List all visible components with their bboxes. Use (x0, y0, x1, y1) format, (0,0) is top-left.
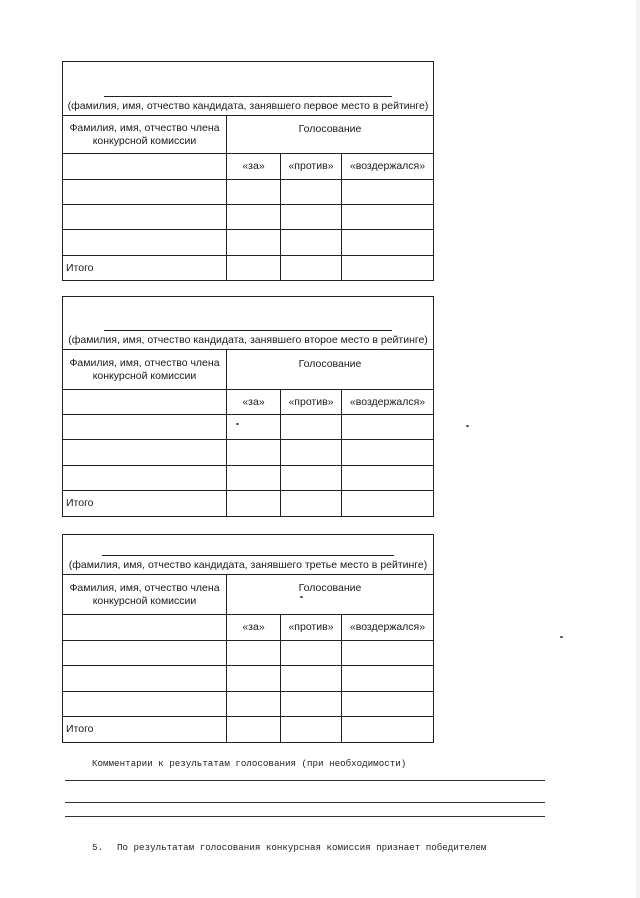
vote-cell[interactable] (281, 230, 342, 256)
col-against: «против» (281, 390, 342, 415)
member-cell[interactable] (63, 692, 227, 717)
total-label: Итого (63, 256, 227, 281)
candidate-name-cell[interactable] (63, 535, 434, 575)
vote-cell[interactable] (227, 180, 281, 205)
col-abstained: «воздержался» (342, 154, 434, 180)
candidate-name-blank (104, 92, 392, 97)
total-cell[interactable] (342, 256, 434, 281)
member-cell[interactable] (63, 154, 227, 180)
total-cell[interactable] (342, 491, 434, 517)
candidate-name-blank (104, 326, 392, 331)
vote-cell[interactable] (342, 466, 434, 491)
item5-text: По результатам голосования конкурсная комиссия признает победителем (117, 842, 487, 853)
member-cell[interactable] (63, 440, 227, 466)
member-cell[interactable] (63, 615, 227, 641)
table-row (63, 466, 434, 491)
table-row (63, 440, 434, 466)
member-cell[interactable] (63, 466, 227, 491)
vote-cell[interactable] (342, 440, 434, 466)
total-row (63, 717, 434, 743)
total-cell[interactable] (342, 717, 434, 743)
col-abstained: «воздержался» (342, 390, 434, 415)
table-row (63, 666, 434, 692)
item5-number: 5. (92, 842, 104, 853)
total-label: Итого (63, 717, 227, 743)
vote-cell[interactable] (342, 666, 434, 692)
member-cell[interactable] (63, 230, 227, 256)
vote-cell[interactable] (227, 415, 281, 440)
member-cell[interactable] (63, 180, 227, 205)
col-against: «против» (281, 615, 342, 641)
vote-cell[interactable] (281, 666, 342, 692)
total-cell[interactable] (281, 491, 342, 517)
vote-cell[interactable] (281, 692, 342, 717)
vote-cell[interactable] (227, 440, 281, 466)
vote-cell[interactable] (227, 666, 281, 692)
total-row (63, 256, 434, 281)
vote-cell[interactable] (281, 440, 342, 466)
candidate-caption: (фамилия, имя, отчество кандидата, занявшего первое место в рейтинге) (67, 100, 429, 112)
col-for: «за» (227, 390, 281, 415)
table-row (63, 230, 434, 256)
page-edge (636, 0, 640, 898)
member-header: Фамилия, имя, отчество члена конкурсной комиссии (63, 116, 227, 154)
vote-cell[interactable] (281, 641, 342, 666)
vote-cell[interactable] (342, 641, 434, 666)
vote-cell[interactable] (227, 692, 281, 717)
total-cell[interactable] (281, 256, 342, 281)
vote-cell[interactable] (227, 641, 281, 666)
vote-cell[interactable] (227, 205, 281, 230)
candidate-name-cell[interactable] (63, 62, 434, 116)
vote-table-third-place (62, 534, 434, 743)
table-row (63, 692, 434, 717)
scan-speck (236, 423, 239, 425)
table-row (63, 180, 434, 205)
candidate-caption: (фамилия, имя, отчество кандидата, занявшего третье место в рейтинге) (68, 559, 428, 571)
candidate-name-cell[interactable] (63, 297, 434, 350)
comment-line[interactable] (65, 816, 545, 817)
total-cell[interactable] (227, 717, 281, 743)
vote-table-second-place (62, 296, 434, 517)
col-against: «против» (281, 154, 342, 180)
table-row (63, 415, 434, 440)
vote-table-first-place (62, 61, 434, 281)
member-header: Фамилия, имя, отчество члена конкурсной комиссии (63, 575, 227, 615)
candidate-name-blank (102, 551, 394, 556)
member-cell[interactable] (63, 390, 227, 415)
vote-cell[interactable] (281, 180, 342, 205)
vote-cell[interactable] (227, 230, 281, 256)
member-cell[interactable] (63, 641, 227, 666)
voting-header: Голосование (227, 350, 434, 390)
comment-line[interactable] (65, 780, 545, 781)
vote-cell[interactable] (281, 466, 342, 491)
vote-cell[interactable] (342, 415, 434, 440)
member-cell[interactable] (63, 666, 227, 692)
total-label: Итого (63, 491, 227, 517)
total-cell[interactable] (227, 491, 281, 517)
comment-line[interactable] (65, 802, 545, 803)
col-abstained: «воздержался» (342, 615, 434, 641)
vote-cell[interactable] (281, 205, 342, 230)
member-header: Фамилия, имя, отчество члена конкурсной комиссии (63, 350, 227, 390)
total-row (63, 491, 434, 517)
col-for: «за» (227, 615, 281, 641)
voting-header: Голосование (227, 575, 434, 615)
total-cell[interactable] (281, 717, 342, 743)
table-row (63, 205, 434, 230)
member-cell[interactable] (63, 205, 227, 230)
table-row (63, 641, 434, 666)
voting-header: Голосование (227, 116, 434, 154)
vote-cell[interactable] (342, 180, 434, 205)
vote-cell[interactable] (342, 230, 434, 256)
scan-speck (560, 636, 563, 638)
vote-cell[interactable] (281, 415, 342, 440)
scan-speck (466, 425, 469, 427)
vote-cell[interactable] (227, 466, 281, 491)
col-for: «за» (227, 154, 281, 180)
vote-cell[interactable] (342, 205, 434, 230)
scan-speck (300, 596, 303, 598)
candidate-caption: (фамилия, имя, отчество кандидата, занявшего второе место в рейтинге) (68, 334, 428, 346)
vote-cell[interactable] (342, 692, 434, 717)
total-cell[interactable] (227, 256, 281, 281)
comments-label: Комментарии к результатам голосования (при необходимости) (92, 758, 407, 769)
member-cell[interactable] (63, 415, 227, 440)
